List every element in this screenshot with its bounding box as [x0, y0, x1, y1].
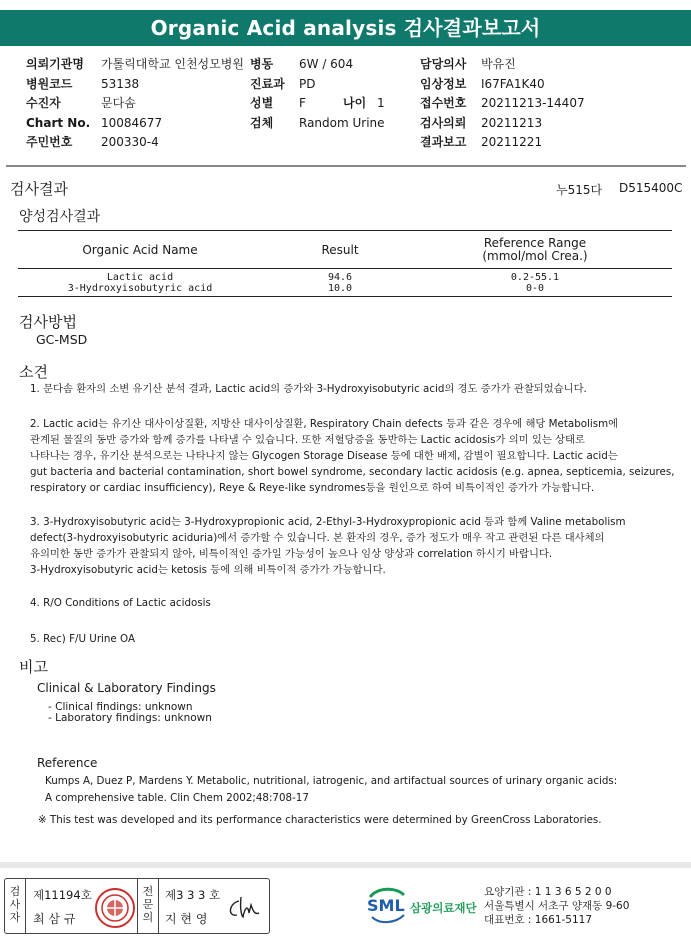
- hospital-code-label: 병원코드: [26, 77, 73, 91]
- specimen-label: 검체: [250, 116, 274, 130]
- report-date-value: 20211221: [481, 135, 543, 149]
- table-top-rule: [18, 230, 672, 231]
- doctor-label: 담당의사: [420, 57, 467, 71]
- row-result: 94.6: [327, 272, 353, 283]
- row-reference: 0.2-55.1: [510, 272, 560, 283]
- signature-icon: [225, 893, 265, 923]
- request-value: 20211213: [481, 116, 543, 130]
- chart-label: Chart No.: [26, 116, 91, 130]
- finding-1: 1. 문다솜 환자의 소변 유기산 분석 결과, Lactic acid의 증가와 3-Hydroxyisobutyric acid의 경도 증가가 관찰되었습니다.: [30, 383, 587, 395]
- finding-3-line: 3-Hydroxyisobutyric acid는 ketosis 등에 의해 비특이적 증가가 가능합니다.: [30, 564, 386, 576]
- report-title: Organic Acid analysis 검사결과보고서: [0, 10, 691, 46]
- specialist-license: 제3 3 3 호: [165, 888, 221, 902]
- request-label: 검사의뢰: [420, 116, 467, 130]
- validation-note: ※ This test was developed and its performance characteristics were determined by GreenCross Laboratories.: [38, 814, 602, 826]
- method-value: GC-MSD: [36, 332, 88, 347]
- chart-value: 10084677: [101, 116, 163, 130]
- reference-heading: Reference: [37, 756, 98, 770]
- clinical-findings-line: - Clinical findings: unknown: [48, 701, 193, 713]
- footer-band: [0, 862, 691, 868]
- col-reference-header-2: (mmol/mol Crea.): [482, 249, 588, 263]
- specimen-value: Random Urine: [299, 116, 385, 130]
- doctor-value: 박유진: [481, 57, 516, 71]
- signature-box: [4, 878, 270, 934]
- findings-heading: 소견: [19, 363, 48, 381]
- patient-value: 문다솜: [101, 96, 136, 110]
- finding-4: 4. R/O Conditions of Lactic acidosis: [30, 597, 211, 609]
- patient-label: 수진자: [26, 96, 61, 110]
- seal-icon: [95, 888, 135, 928]
- hospital-code-value: 53138: [101, 77, 140, 91]
- finding-2: [30, 416, 680, 496]
- finding-5: 5. Rec) F/U Urine OA: [30, 633, 136, 645]
- col-name-header: Organic Acid Name: [82, 243, 198, 257]
- results-heading: 검사결과: [10, 180, 68, 198]
- clinical-info-label: 임상정보: [420, 77, 467, 91]
- finding-2-line: gut bacteria and bacterial contamination, short bowel syndrome, secondary lactic acidosis (e.g. apnea, septicemia, seizures,: [30, 466, 675, 478]
- method-heading: 검사방법: [19, 313, 77, 331]
- finding-3-line: defect(3-hydroxyisobutyric aciduria)에서 증가할 수 있습니다. 본 환자의 경우, 증가 정도가 매우 작고 관련된 다른 대사체의: [30, 532, 605, 544]
- row-name: Lactic acid: [106, 272, 174, 283]
- id-label: 주민번호: [26, 135, 73, 149]
- department-value: PD: [299, 77, 316, 91]
- specialist-label-cell: [137, 879, 159, 933]
- ward-value: 6W / 604: [299, 57, 354, 71]
- specialist-name: 지 현 영: [165, 912, 208, 926]
- reference-line-1: Kumps A, Duez P, Mardens Y. Metabolic, nutritional, iatrogenic, and artifactual sources of urinary organic acids:: [45, 775, 618, 787]
- row-result: 10.0: [327, 283, 353, 294]
- finding-2-line: 2. Lactic acid는 유기산 대사이상질환, 지방산 대사이상질환, Respiratory Chain defects 등과 같은 경우에 해당 Metabolism에: [30, 418, 619, 430]
- info-divider: [6, 165, 686, 167]
- finding-3-line: 3. 3-Hydroxyisobutyric acid는 3-Hydroxypropionic acid, 2-Ethyl-3-Hydroxypropionic acid 등과 함께 Valine metabolism: [30, 516, 626, 528]
- col-reference-header-1: Reference Range: [483, 236, 587, 250]
- contact-line-2: 서울특별시 서초구 양재동 9-60: [484, 900, 630, 912]
- contact-line-3: 대표번호 : 1661-5117: [484, 914, 593, 926]
- sex-label: 성별: [250, 96, 274, 110]
- sml-logo-icon: [366, 885, 408, 925]
- examiner-label: 검 사 자: [9, 885, 21, 924]
- ward-label: 병동: [250, 57, 274, 71]
- brand-name: 삼광의료재단: [410, 901, 477, 915]
- report-date-label: 결과보고: [420, 135, 467, 149]
- remarks-heading: 비고: [19, 658, 48, 676]
- examiner-license: 제11194호: [33, 888, 92, 902]
- results-code-2: D515400C: [619, 181, 683, 195]
- brand-logo-text: SML: [367, 896, 405, 915]
- contact-info: [484, 885, 629, 927]
- specialist-label: 전 문 의: [142, 885, 154, 924]
- row-reference: 0-0: [525, 283, 545, 294]
- table-bottom-rule: [18, 296, 672, 297]
- age-value: 1: [377, 96, 385, 110]
- lab-findings-line: - Laboratory findings: unknown: [48, 712, 212, 724]
- table-header-rule: [18, 268, 672, 269]
- finding-3: [30, 514, 680, 578]
- finding-2-line: 나타나는 경우, 유기산 분석으로는 나타나지 않는 Glycogen Storage Disease 등에 대한 배제, 감별이 필요합니다. Lactic acid는: [30, 450, 618, 462]
- finding-2-line: 관계된 물질의 동반 증가와 함께 증가를 나타낼 수 있습니다. 또한 저혈당증을 동반하는 Lactic acidosis가 의미 있는 상태로: [30, 434, 585, 446]
- receipt-label: 접수번호: [420, 96, 467, 110]
- age-label: 나이: [343, 96, 367, 110]
- receipt-value: 20211213-14407: [481, 96, 585, 110]
- institution-value: 가톨릭대학교 인천성모병원: [101, 57, 244, 71]
- reference-line-2: A comprehensive table. Clin Chem 2002;48:708-17: [45, 792, 309, 804]
- clinical-info-value: I67FA1K40: [481, 77, 545, 91]
- examiner-name: 최 삼 규: [33, 912, 76, 926]
- positive-results-heading: 양성검사결과: [19, 209, 101, 225]
- department-label: 진료과: [250, 77, 285, 91]
- id-value: 200330-4: [101, 135, 159, 149]
- sex-value: F: [299, 96, 306, 110]
- institution-label: 의뢰기관명: [26, 57, 84, 71]
- examiner-label-cell: [5, 879, 26, 933]
- results-code-1: 누515다: [556, 183, 603, 197]
- clinical-findings-heading: Clinical & Laboratory Findings: [37, 681, 216, 695]
- finding-3-line: 유의미한 동반 증가가 관찰되지 않아, 비특이적인 증가일 가능성이 높으나 임상 양상과 correlation 하시기 바랍니다.: [30, 548, 553, 560]
- col-result-header: Result: [321, 243, 359, 257]
- contact-line-1: 요양기관 : 1 1 3 6 5 2 0 0: [484, 886, 612, 898]
- finding-2-line: respiratory or cardiac insufficiency), Reye & Reye-like syndromes등을 원인으로 하여 비특이적인 증가가 가능합니다.: [30, 482, 595, 494]
- row-name: 3-Hydroxyisobutyric acid: [67, 283, 213, 294]
